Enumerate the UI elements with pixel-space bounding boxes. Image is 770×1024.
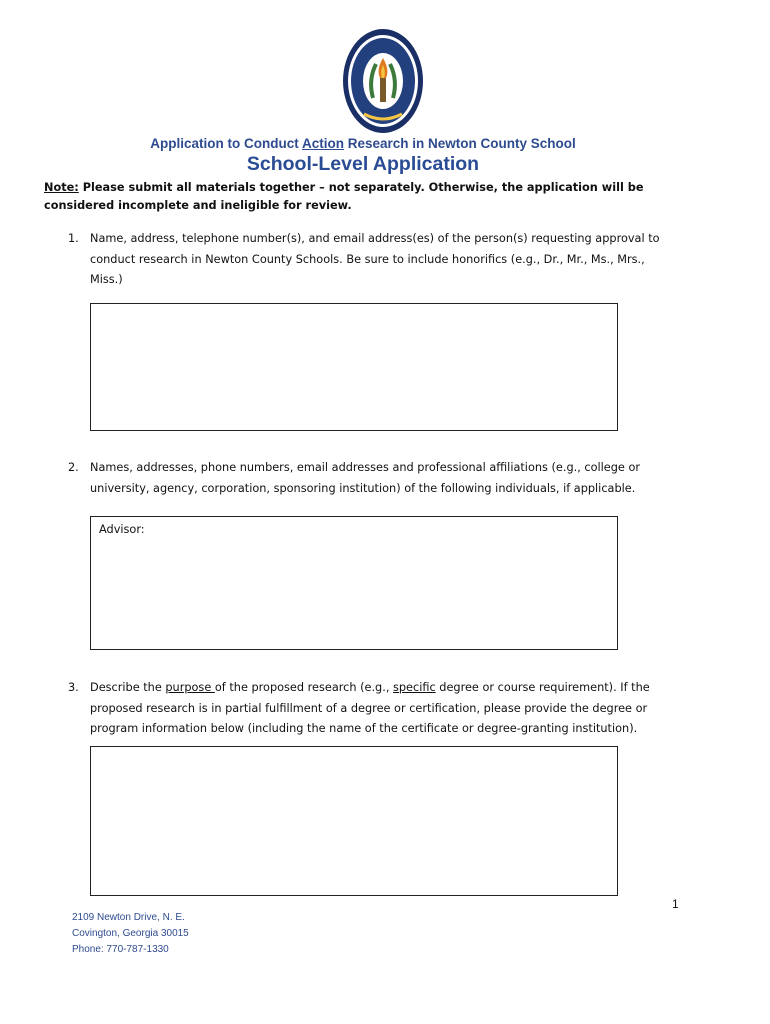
question-number: 1. [68,232,79,245]
question-text: Describe the purpose of the proposed research (e.g., specific degree or course requirement). If the proposed research is in partial fulfillment of a degree or certification, please provide the degree or program information below (including the name of the certificate or degree-granting institution). [90,681,650,735]
footer-city: Covington, Georgia 30015 [72,928,189,939]
note-label: Note: [44,181,79,194]
footer-address [72,910,189,958]
newton-county-schools-seal-icon [342,28,424,134]
submission-note [44,179,684,215]
note-text: Please submit all materials together – not separately. Otherwise, the application will be considered incomplete and ineligible for review. [44,181,644,212]
page-title: School-Level Application [246,153,480,175]
specific-underlined: specific [393,681,436,694]
response-box-2[interactable] [90,516,618,650]
question-1 [68,229,668,291]
question-text: Name, address, telephone number(s), and email address(es) of the person(s) requesting approval to conduct research in Newton County Schools. Be sure to include honorifics (e.g., Dr., Mr., Ms., Mrs., Miss.) [90,232,660,286]
response-box-3[interactable] [90,746,618,896]
response-box-1[interactable] [90,303,618,431]
subtitle-underlined-word: Action [301,136,344,151]
footer-street: 2109 Newton Drive, N. E. [72,912,185,923]
question-number: 3. [68,681,79,694]
purpose-underlined: purpose [165,681,215,694]
application-subtitle: Application to Conduct Action Research in Newton County School [150,136,576,151]
advisor-label: Advisor: [99,523,145,536]
question-number: 2. [68,461,79,474]
question-2 [68,458,668,499]
page-number: 1 [672,897,679,911]
footer-phone: Phone: 770-787-1330 [72,944,169,955]
question-3 [68,678,668,740]
question-text: Names, addresses, phone numbers, email addresses and professional affiliations (e.g., college or university, agency, corporation, sponsoring institution) of the following individuals, if applicable. [90,461,641,495]
